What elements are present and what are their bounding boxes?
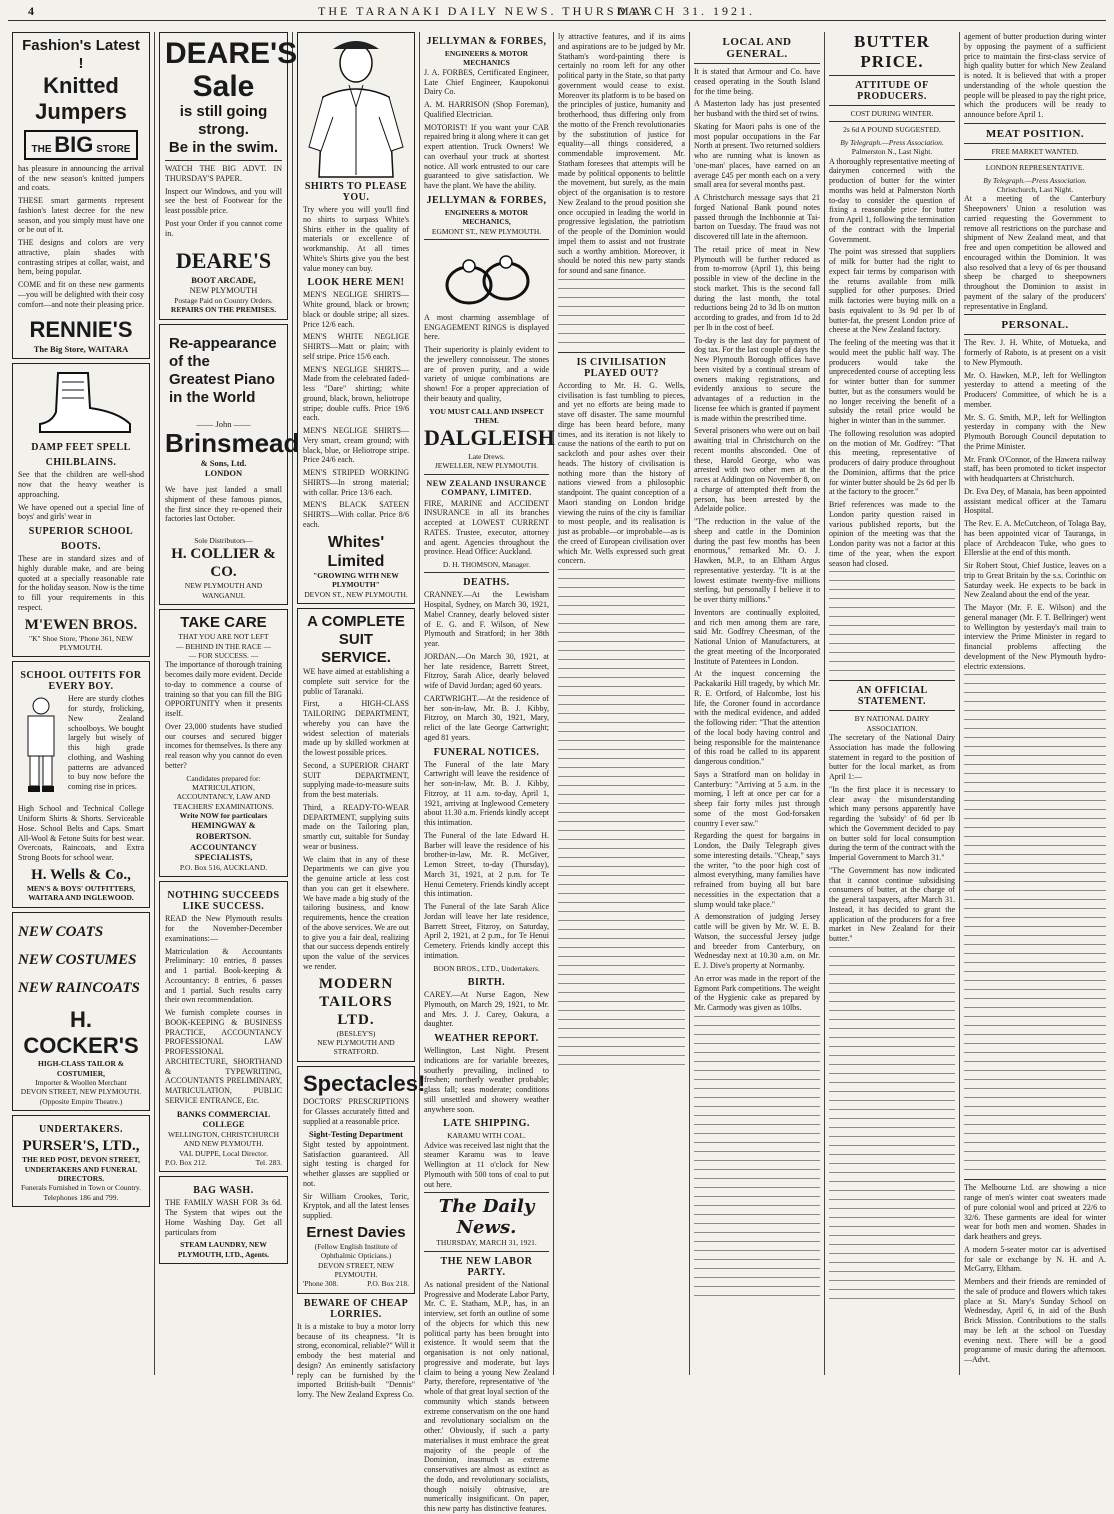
local-general-heading: LOCAL AND GENERAL. — [722, 36, 792, 60]
deare-watch: WATCH THE BIG ADVT. IN THURSDAY'S PAPER. — [165, 164, 282, 183]
whites-item: MEN'S NEGLIGE SHIRTS—White ground, black or brown; black or double stripe; all sizes. Price 12/6 each. — [303, 290, 409, 329]
dalgleish-text: A most charming assemblage of ENGAGEMENT RINGS is displayed here. — [424, 312, 549, 342]
hemingway-text: Over 23,000 students have studied our courses and secured bigger incomes for themselves. Is there any real reason why you cannot do even better? — [165, 721, 282, 770]
dalgleish-name: DALGLEISH — [424, 425, 555, 451]
bagwash-text: THE FAMILY WASH FOR 3s 6d. The System that wipes out the Home Washing Day. Get all particulars from — [165, 1198, 282, 1237]
new-costumes: NEW COSTUMES — [18, 951, 137, 968]
mewen-sub: "K" Shoe Store, 'Phone 361, NEW PLYMOUTH. — [29, 633, 133, 652]
whites-item: MEN'S STRIPED WORKING SHIRTS—In strong material; with collar. Price 13/6 each. — [303, 468, 409, 497]
wells-list: High School and Technical College Uniform Shirts & Shorts. Serviceable Hose. School Belts and Caps. Smart All-Wool & Fetone Suits for best wear. Overcoats, Raincoats, and Extra Strong Boots for school wear. — [18, 804, 144, 863]
leader-text: ly attractive features, and if its aims and aspirations are to be judged by Mr. Statham's word-painting there is certainly no room left for any other political party in the State, so that party government would cease to exist. Moreover its platform is to be based on the principles of justice, humanity and brotherhood, thus differing only from the motto of the French revolutionaries by the substitution of justice for equality—all things considered, a commendable improvement. Mr. Statham foresees that attempts will be made by political opponents to belittle the movement, but surely, as the main object of the organisation is to restore New Zealand to the proud position she once occupied in leading the world in progressive legislation, the patriotism of the people of the Dominion would impel them to assist and not frustrate such a worthy ambition. Moreover, it should be noted this new party stands for sound and sane finance. — [558, 32, 685, 275]
sight-testing-heading: Sight-Testing Department — [309, 1129, 403, 1140]
deare-arcade: DEARE'S — [175, 248, 272, 274]
suit-text: Third, a READY-TO-WEAR DEPARTMENT, supplying suits made on the Tailoring plan, smartly cut, suitable for Sunday wear or business. — [303, 802, 409, 851]
big-store-text: THE designs and colors are very attractive, plain shades with contrasting stripes at collar, waist, and hem, being popular. — [18, 238, 144, 277]
personal-paragraph: The Rev. E. A. McCutcheon, of Tolaga Bay, has been appointed vicar of Taurangа, in place of Archdeacon Tuke, who goes to Ellerslie at the end of this month. — [964, 519, 1106, 558]
meat-byline: By Telegraph.—Press Association. — [983, 175, 1087, 185]
spectacles-sub: DOCTORS' PRESCRIPTIONS for Glasses accurately fitted and supplied at a reasonable price. — [303, 1097, 409, 1126]
deare-city: NEW PLYMOUTH — [189, 285, 258, 296]
mewen-text: We have opened out a special line of boys' and girls' wear in — [18, 502, 144, 522]
column-2 — [159, 32, 300, 1375]
banks-po: P.O. Box 212. — [165, 1157, 207, 1167]
ernest-davies-name: Ernest Davies — [306, 1223, 406, 1241]
dalgleish-text: Their superiority is plainly evident to the jewellery connoisseur. The stones are of proven purity, and a wide variety of unique combinations are shown! For a proper appreciation of their beauty and quality, — [424, 345, 549, 403]
undertakers-heading: UNDERTAKERS. — [38, 1124, 124, 1136]
deare-arcade-sub: BOOT ARCADE, — [191, 274, 256, 285]
mewen-advert — [12, 363, 150, 657]
complete-suit-heading: A COMPLETE SUIT SERVICE. — [307, 613, 405, 666]
modern-tailors-city: NEW PLYMOUTH AND STRATFORD. — [317, 1037, 395, 1057]
local-paragraph: Several prisoners who were out on bail awaiting trial in Christchurch on the recent months absconded. One of these, Harold George, who was arrested with two other men at the races at Addington on November 8, on a charge of attempted theft from the person, has been arrested by the Adelaide police. — [694, 426, 820, 514]
hemingway-box: P.O. Box 516, AUCKLAND. — [179, 862, 268, 872]
column-3 — [297, 32, 426, 1400]
ernest-davies-phone: 'Phone 308. — [303, 1279, 339, 1289]
john-label: —— John —— — [196, 418, 251, 429]
official-paragraph: "The Government has now indicated that it cannot continue subsidising consumers of butter, at the charge of the general taxpayers, after March 31. Instead, it has decided to grant the application of the producers for a free market in New Zealand for their butter." — [829, 865, 955, 943]
column-rule — [292, 32, 293, 1375]
personal-paragraph: Members and their friends are reminded of the sale of produce and flowers which takes place at St. Mary's Sunday School on Wednesday, April 6, in aid of the Bush Brick Mission. Contributions to the stalls may be left at the school on Tuesday evening next. There will be a good programme of music during the afternoon.—Advt. — [964, 1277, 1106, 1364]
paper-title: THE TARANAKI DAILY NEWS. THURSDAY. — [318, 4, 655, 18]
local-paragraph: Says a Stratford man on holiday in Canterbury: "Arriving at 5 a.m. in the morning, I left at once per car for a sheep fair forty miles just through some of the most God-forsaken country I ever saw." — [694, 769, 820, 828]
jellyman-name: JELLYMAN & FORBES, — [426, 194, 547, 206]
jellyman-advert — [424, 36, 549, 236]
suit-text: WE have aimed at establishing a complete suit service for the public of Taranaki. — [303, 667, 409, 696]
whites-item: MEN'S WHITE NEGLIGE SHIRTS—Matt or plain; with self stripe. Price 15/6 each. — [303, 332, 409, 361]
hemingway-sub: — FOR SUCCESS. — — [188, 650, 259, 660]
big-store-text: COME and fit on these new garments—you will be delighted with their cosy comfort—and note their pleasing price. — [18, 280, 144, 309]
whites-addr: DEVON ST., NEW PLYMOUTH. — [304, 589, 408, 599]
collier-sole: Sole Distributors— — [194, 536, 253, 546]
collier-advert — [159, 324, 300, 606]
jellyman-text: A. M. HARRISON (Shop Foreman), Qualified Electrician. — [424, 100, 549, 119]
bagwash-name: STEAM LAUNDRY, NEW PLYMOUTH, LTD., Agents. — [177, 1240, 270, 1259]
page-number: 4 — [28, 4, 35, 18]
butter-sub: COST DURING WINTER. — [850, 109, 934, 118]
jellyman-heading: JELLYMAN & FORBES, — [426, 36, 547, 47]
big-store-badge — [18, 130, 144, 160]
whites-text: Try where you will you'll find no shirts to surpass White's Shirts either in the quality of materials or excellence of workmanship. At all times White's Shirts give you the best value money can buy. — [303, 205, 409, 273]
deare-repairs: REPAIRS ON THE PREMISES. — [170, 305, 277, 315]
banks-name: BANKS COMMERCIAL COLLEGE — [176, 1108, 271, 1130]
wells-advert — [12, 661, 150, 907]
local-paragraph: A demonstration of judging Jersey cattle will be given by Mr. W. E. B. Watson, the successful Jersey judge and breeder from Canterbury, on Wednesday next at 10.30 a.m. on Mr. E. J. Dive's property at Normanby. — [694, 912, 820, 970]
jumpers-heading: Jumpers — [35, 99, 127, 125]
lorries-heading: BEWARE OF CHEAP LORRIES. — [303, 1297, 409, 1320]
funeral-notice: The Funeral of the late Mary Cartwright will leave the residence of her son-in-law, Mr. B. J. Kibby, Fitzroy, at 11 a.m. to-day, April 1, 1921, arriving at Inglewood Cemetery about 11.30 a.m. Friends kindly accept this intimation. — [424, 759, 549, 828]
badge-the: THE — [31, 143, 52, 155]
knitted-heading: Knitted — [43, 73, 119, 98]
column-4 — [424, 32, 555, 1514]
local-paragraph: Inventors are continually exploited, and rich men among them are rare, said Mr. Godfrey Cheesman, of the National Union of Manufacturers, at the great meeting of the Incorporated Institute of Patentees in London. — [694, 607, 820, 666]
banks-local: VAL DUPPE, Local Director. — [179, 1148, 268, 1158]
spectacles-text: Sight tested by appointment. Satisfaction guaranteed. All sight testing is charged for whether glasses are supplied or not. — [303, 1139, 409, 1188]
cocker-sub: DEVON STREET, NEW PLYMOUTH. — [20, 1087, 142, 1097]
jellyman-text: J. A. FORBES, Certificated Engineer, Late Chief Engineer, Kaupokonui Dairy Co. — [424, 67, 549, 97]
purser-sub: Funerals Furnished in Town or Country. Telephones 186 and 799. — [20, 1183, 142, 1202]
butter-paragraph: Brief references was made to the London parity question raised in various published reports, but the opinion of the meeting was that the London parity was not a factor at this time of the year, when the export season had closed. — [829, 500, 955, 568]
birth-notice: CAREY.—At Nurse Eagon, New Plymouth, on March 29, 1921, to Mr. and Mrs. J. J. Carey, Oakura, a daughter. — [424, 990, 549, 1029]
deare-free: Postage Paid on Country Orders. — [174, 295, 273, 305]
local-paragraph: An error was made in the report of the Egmont Park competitions. The weight of the Hygienic cake as prepared by Mr. Carmody was given as 10lbs. — [694, 973, 820, 1012]
banks-tel: Tel. 283. — [255, 1157, 282, 1167]
deare-going: is still going strong. — [179, 103, 268, 138]
insurance-sign: D. H. THOMSON, Manager. — [442, 560, 531, 570]
mewen-text: These are in standard sizes and of highly durable make, and are being quoted at a specially reasonable rate for the holiday season. Now is the time to fill your requirements in this respect. — [18, 554, 144, 612]
rings-illustration — [424, 243, 549, 313]
butter-sub: 2s 6d A POUND SUGGESTED. — [843, 125, 941, 135]
banks-text: We furnish complete courses in BOOK-KEEPING & BUSINESS PRACTICE, ACCOUNTANCY PROFESSIONAL LAW PROFESSIONAL ARCHITECTURE, SHORTHAND & TYPEWRITING, ACCOUNTANTS PRELIMINARY, MATRICULATION, PUBLIC SERVICE ENTRANCE, Etc. — [165, 1008, 282, 1105]
badge-store: STORE — [96, 143, 131, 155]
damp-feet-heading: DAMP FEET SPELL — [31, 442, 131, 454]
local-paragraph: The retail price of meat in New Plymouth will be further reduced as from to-morrow (April 1), this being possible in view of the decline in the stock market. This is the second fall during the last month, the total reductions being 2d to 3d lb on mutton according to grades, and from 1d to 2d per lb in the cost of beef. — [694, 244, 820, 332]
badge-big: BIG — [54, 131, 94, 157]
local-paragraph: At the inquest concerning the Packakariki Hill tragedy, by which Mr. R. E. Ortford, of Halcombe, lost his life, the Coroner found in accordance with the medical evidence, and added the following rider: "That the attention of the local body having control and being responsible for the maintenance of this road be called to its apparent dangerous condition." — [694, 669, 820, 766]
jellyman-sub: ENGINEERS & MOTOR MECHANICS — [444, 49, 529, 68]
brinsmead-name: Brinsmead — [165, 428, 300, 459]
whites-advert — [297, 32, 415, 604]
in-world-heading: in the World — [169, 388, 256, 406]
official-statement-heading: AN OFFICIAL STATEMENT. — [856, 685, 928, 708]
civilisation-heading: IS CIVILISATION PLAYED OUT? — [576, 356, 667, 379]
butter-paragraph: The following resolution was adopted on the motion of Mr. Godfrey: "That this meeting, representative of producers of dairy produce throughout the Dominion, affirms that the price for winter butter should be 2s 6d per lb at the factory to the grocer." — [829, 428, 955, 497]
banks-advert — [159, 881, 288, 1172]
mewen-text: See that the children are well-shod now that the heavy weather is approaching. — [18, 470, 144, 499]
shipping-sub: KARAMU WITH COAL. — [447, 1131, 526, 1141]
whites-name: Whites' Limited — [327, 533, 385, 570]
jellyman-sub: ENGINEERS & MOTOR MECHANICS, — [444, 207, 529, 227]
column-8 — [964, 32, 1106, 1375]
purser-name: PURSER'S, LTD., — [22, 1138, 140, 1155]
local-paragraph: A Christchurch message says that 21 forged National Bank pound notes passed through the Inchbonnie at Tai-barton on Tuesday. The fraud was not discovered till late in the afternoon. — [694, 193, 820, 241]
deare-inspect: Inspect our Windows, and you will see the best of Footwear for the least possible price. — [165, 186, 282, 215]
meat-position-heading: MEAT POSITION. — [985, 127, 1085, 140]
of-the-heading: of the — [169, 352, 210, 370]
masthead — [8, 4, 1106, 21]
whites-item: MEN'S NEGLIGE SHIRTS—Very smart, cream ground; with black, blue, or Heliotrope stripe. Price 24/6 each. — [303, 426, 409, 465]
official-paragraph: The secretary of the National Dairy Association has made the following statement in regard to the position of butter for the local market, as from April 1:— — [829, 733, 955, 781]
shipping-heading: LATE SHIPPING. — [443, 1118, 530, 1130]
hemingway-name: HEMINGWAY & ROBERTSON. — [191, 820, 256, 842]
column-rule — [419, 32, 420, 1375]
death-notice: CARTWRIGHT.—At the residence of her son-in-law, Mr. B. J. Kibby, Fitzroy, on March 30, 1921, Mary, relict of the late George Cartwright; aged 81 years. — [424, 693, 549, 742]
cocker-sub: Importer & Woollen Merchant — [35, 1078, 127, 1088]
personal-heading: PERSONAL. — [1001, 319, 1069, 332]
shipping-text: Advice was received last night that the steamer Karamu was to leave Wellington at 11 o'clock for New Plymouth with 500 tons of coal to put out here. — [424, 1140, 549, 1189]
purser-sub: UNDERTAKERS AND FUNERAL DIRECTORS. — [24, 1164, 138, 1183]
butter-paragraph: The point was stressed that suppliers of milk for butter had the right to expect fair terms by comparison with the returns available from milk supplied for other purposes. Dried milk factories were buying milk on a basis equivalent to 3s 9d per lb of butter-fat, the present London price of cheese at the New Zealand factory. — [829, 247, 955, 335]
modern-tailors-name: MODERN TAILORS LTD. — [318, 975, 394, 1028]
rennies-name: RENNIE'S — [29, 317, 133, 343]
banks-list: Matriculation & Accountants Preliminary: 10 entries, 8 passes and 1 partial. Book-keeping & Accountancy: 8 entries, 6 passes and 1 partial. Such results carry their own recommendation. — [165, 946, 282, 1005]
local-paragraph: Regarding the quest for bargains in London, the Daily Telegraph gives some interesting details. "Cheap," says the writer, "to the poor high cost of almost everything, many families have refrained from buying all but bare necessities in the expectation that a slump would take place." — [694, 831, 820, 909]
official-paragraph: "In the first place it is necessary to clear away the misunderstanding which many persons apparently have regarding the 'subsidy' of 6d per lb which the Government decided to pay on butter sold for local consumption during the term of the contract with the Imperial Government to March 31." — [829, 784, 955, 862]
collier-city: NEW PLYMOUTH AND WANGANUI. — [184, 581, 263, 600]
personal-paragraph: A modern 5-seater motor car is advertised for sale or exchange by N. H. and A. McGarry, Eltham. — [964, 1244, 1106, 1274]
hemingway-sub: — BEHIND IN THE RACE — — [175, 641, 272, 651]
column-7 — [829, 32, 955, 1375]
modern-tailors-advert — [297, 608, 415, 1062]
column-rule — [959, 32, 960, 1375]
chilblains-heading: CHILBLAINS. — [45, 457, 117, 469]
cocker-name: H. COCKER'S — [23, 1006, 139, 1058]
funeral-heading: FUNERAL NOTICES. — [433, 746, 540, 758]
insurance-heading: NEW ZEALAND INSURANCE COMPANY, LIMITED. — [426, 478, 547, 497]
butter-dateline: Palmerston N., Last Night. — [851, 147, 933, 157]
school-outfits-heading: SCHOOL OUTFITS FOR EVERY BOY. — [20, 670, 142, 693]
school-boots-heading: SUPERIOR SCHOOL — [28, 526, 134, 538]
hemingway-sub: THAT YOU ARE NOT LEFT — [178, 632, 269, 642]
column-1 — [12, 32, 150, 1375]
deare-name: DEARE'S — [165, 37, 298, 70]
funeral-notice: The Funeral of the late Sarah Alice Jordan will leave her late residence, Barrett Street, Fitzroy, on Saturday, April 2, 1921, at 2 p.m., for Te Henui Cemetery. Friends kindly accept this intimation. — [424, 902, 549, 960]
deare-post: Post your Order if you cannot come in. — [165, 218, 282, 238]
column-rule — [689, 32, 690, 1375]
whites-item: MEN'S BLACK SATEEN SHIRTS—With collar. Price 8/6 each. — [303, 500, 409, 529]
personal-paragraph: Mr. S. G. Smith, M.P., left for Wellington yesterday in company with the New Plymouth Borough Council deputation to the Prime Minister. — [964, 412, 1106, 451]
insurance-text: FIRE, MARINE and ACCIDENT INSURANCE in all its branches accepted at LOWEST CURRENT RATES. Trustee, executor, attorney and agent. Agencies throughout the province. Head Office: Auckland. — [424, 498, 549, 557]
wells-name: H. Wells & Co., — [31, 866, 131, 883]
weather-heading: WEATHER REPORT. — [434, 1033, 539, 1045]
banks-text: READ the New Plymouth results for the November-December examinations:— — [165, 914, 282, 943]
hemingway-sub: ACCOUNTANCY SPECIALISTS, — [190, 841, 257, 863]
hemingway-text: The importance of thorough training becomes daily more evident. Decide to-day to commence a course of training so that you can fill the BIG OPPORTUNITY when it presents itself. — [165, 660, 282, 719]
deare-advert — [159, 32, 298, 320]
collier-text: We have just landed a small shipment of these famous pianos, the first since they re-opened their factories last October. — [165, 485, 282, 524]
hemingway-advert — [159, 609, 288, 877]
ernest-davies-box: P.O. Box 218. — [367, 1279, 409, 1289]
labor-heading: THE NEW LABOR PARTY. — [440, 1255, 533, 1278]
bagwash-advert — [159, 1176, 288, 1264]
fashion-heading: Fashion's Latest ! — [22, 37, 140, 72]
new-coats: NEW COATS — [18, 923, 104, 940]
purser-sub: THE RED POST, DEVON STREET, — [22, 1155, 140, 1165]
new-raincoats: NEW RAINCOATS — [18, 979, 140, 996]
lorries-text: It is a mistake to buy a motor lorry because of its cheapness. "It is strong, economical, reliable?" Will it embody the best material and design? An eminently satisfactory reply can be furnished by the imported British-built "Dennis" lorry. The New Zealand Express Co. — [297, 1321, 415, 1400]
insurance-advert — [424, 479, 549, 570]
personal-paragraph: Sir Robert Stout, Chief Justice, leaves on a trip to Great Britain by the s.s. Corinthic on Saturday week. He expects to be back in New Zealand about the end of the year. — [964, 561, 1106, 600]
schoolboy-illustration — [18, 694, 64, 804]
column-6 — [694, 32, 820, 1375]
deare-swim: Be in the swim. — [168, 139, 279, 156]
personal-paragraph: Dr. Eva Dey, of Manaia, has been appointed assistant medical officer at the Tamaru Hospital. — [964, 486, 1106, 516]
collier-name: H. COLLIER & CO. — [171, 546, 276, 581]
banks-sub: WELLINGTON, CHRISTCHURCH AND NEW PLYMOUTH. — [167, 1129, 280, 1149]
civilisation-text: According to Mr. H. G. Wells, civilisation is fast tumbling to pieces, and yet no efforts are being made to stave off disaster. The same mournful dirge has been heard before, many times, and its iteration is not likely to cause the nations of the earth to put on sackcloth and pour ashes over their heads. The history of civilisation is nothing more than the history of nations viewed from a philosophic standpoint. The quaint conception of a Maori standing on London bridge viewing the ruins of the city is familiar to most people, and its realisation is just as probable—or improbable—as is the creed of European civilisation over which Mr. Wells expressed such great concern. — [558, 380, 685, 566]
jellyman-addr: EGMONT ST., NEW PLYMOUTH. — [431, 226, 542, 236]
personal-paragraph: The Mayor (Mr. F. E. Wilson) and the general manager (Mr. F. T. Bellringer) went to Wellington by yesterday's mail train to interview the Prime Minister in regard to financial problems affecting the development of the New Plymouth hydro-electric extensions. — [964, 603, 1106, 671]
deaths-heading: DEATHS. — [463, 577, 510, 589]
paper-nameplate: The Daily News. — [438, 1196, 535, 1239]
brinsmead-sons: & Sons, Ltd. — [200, 457, 247, 468]
mewen-name: M'EWEN BROS. — [24, 616, 138, 633]
ernest-davies-addr: DEVON STREET, NEW PLYMOUTH. — [318, 1260, 394, 1280]
dalgleish-sub: Late Drews. — [468, 451, 505, 461]
funeral-notice: The Funeral of the late Edward H. Barber will leave the residence of his brother-in-law, Mr. R. McGiver, Lemon Street, to-day (Thursday), March 31, 1921, at 2 p.m. for Te Henui Cemetery. Friends kindly accept this intimation. — [424, 830, 549, 899]
take-care-heading: TAKE CARE — [180, 614, 267, 632]
butter-paragraph: A thoroughly representative meeting of dairymen concerned with the production of butter for the winter months was held at Palmerston North to-day to consider the question of fixing a reasonable price for butter from April 1, following the termination of the contract with the Imperial Government. — [829, 156, 955, 244]
jellyman-text: MOTORIST! If you want your CAR repaired bring it along where it can get expert attention. Truck Owners! We can overhaul your truck at shortest notice. All work entrusted to our care guaranteed to give satisfaction. We have the plant. We have the ability. — [424, 122, 549, 190]
column-rule — [154, 32, 155, 1375]
boots-heading: BOOTS. — [61, 541, 101, 553]
purser-advert — [12, 1115, 150, 1207]
personal-paragraph: Mr. Frank O'Connor, of the Hawera railway staff, has been promoted to ticket inspector with headquarters at Christchurch. — [964, 454, 1106, 483]
death-notice: CRANNEY.—At the Lewisham Hospital, Sydney, on March 30, 1921, Mabel Cranney, dearly beloved sister of E. G. and F. Wilson, of New Plymouth and Stratford; in her 38th year. — [424, 590, 549, 649]
ernest-davies-sub: (Fellow English Institute of Ophthalmic Opticians.) — [314, 1241, 398, 1261]
big-store-advert — [12, 32, 150, 359]
meat-sub: FREE MARKET WANTED. — [991, 146, 1079, 156]
cocker-sub: (Opposite Empire Theatre.) — [39, 1096, 123, 1106]
big-store-text: has pleasure in announcing the arrival of the new season's knitted jumpers and coats. — [18, 163, 144, 193]
brinsmead-london: LONDON — [204, 468, 243, 479]
dalgleish-call: YOU MUST CALL AND INSPECT THEM. — [429, 406, 544, 425]
wells-text: Here are sturdy clothes for sturdy, frolicking, New Zealand schoolboys. We bought largely but wisely of this high grade clothing, and Washing patterns are advanced to buy now before the coming rise in prices. — [68, 694, 144, 792]
butter-sub: ATTITUDE OF PRODUCERS. — [855, 80, 929, 102]
suit-text: We claim that in any of these Departments we can give you the genuine article at less cost than you can get it elsewhere. We have made a big study of the tailoring business, and know requirements, hence the creation of the above services. We are out to give you a fair deal, realizing that our success depends entirely upon the value of the services we render. — [303, 854, 409, 971]
weather-text: Wellington, Last Night. Present indications are for variable breezes, southerly prevailing, inclined to freshen; northerly weather probable; glass fall; seas moderate; conditions still unsettled and showery weather anywhere soon. — [424, 1046, 549, 1114]
suit-text: Second, a SUPERIOR CHART SUIT DEPARTMENT, supplying made-to-measure suits from the best materials. — [303, 760, 409, 799]
dalgleish-sub: JEWELLER, NEW PLYMOUTH. — [434, 461, 539, 471]
ernest-davies-advert — [297, 1066, 426, 1294]
meat-sub: LONDON REPRESENTATIVE. — [985, 163, 1085, 173]
dalgleish-advert — [424, 243, 555, 471]
hemingway-prep: Candidates prepared for: — [186, 773, 261, 783]
issue-date: MARCH 31. 1921. — [618, 4, 756, 18]
rennies-sub: The Big Store, WAITARA — [33, 343, 129, 354]
butter-continued: agement of butter production during winter by opposing the payment of a sufficient price to maintain the first-class service of high quality butter for which New Zealand is noted. It is believed that with a proper understanding of the whole question the people will be pleased to pay the right price, which the producers will be ready to announce before April 1. — [964, 32, 1106, 119]
greatest-piano-heading: Greatest Piano — [169, 370, 275, 388]
column-rule — [824, 32, 825, 1375]
local-paragraph: Skating for Maori pahs is one of the most popular occupations in the Far North at present. Two returned soldiers who are running what is known as 'one-man' places, have earned on an average £45 per month each on a very small area for several months past. — [694, 121, 820, 190]
hemingway-write: Write NOW for particulars — [179, 811, 268, 821]
local-paragraph: It is stated that Armour and Co. have ceased operating in the South Island for the time being. — [694, 67, 820, 96]
butter-price-heading: BUTTER PRICE. — [854, 32, 930, 71]
man-in-shirt-illustration — [303, 37, 409, 177]
official-statement-sub: BY NATIONAL DAIRY ASSOCIATION. — [854, 714, 930, 733]
whites-motto: "GROWING WITH NEW PLYMOUTH" — [313, 570, 399, 590]
birth-heading: BIRTH. — [467, 977, 506, 989]
deare-sale: Sale — [192, 70, 255, 103]
personal-paragraph: The Melbourne Ltd. are showing a nice range of men's winter coat sweaters made of pure colonial wool and priced at 22/6 to 32/6. These garments are ideal for winter wear for both men and women. Shades in dark heathers and greys. — [964, 1183, 1106, 1241]
spectacles-heading: Spectacles! — [303, 1070, 426, 1096]
personal-paragraph: Mr. O. Hawken, M.P., left for Wellington yesterday to attend a meeting of the Producers' Committee, of which he is a member. — [964, 370, 1106, 409]
wells-sub: MEN'S & BOYS' OUTFITTERS, — [26, 883, 136, 893]
local-paragraph: A Masterton lady has just presented her husband with the third set of twins. — [694, 99, 820, 118]
column-5 — [558, 32, 685, 1375]
death-notice: JORDAN.—On March 30, 1921, at her late residence, Barrett Street, Fitzroy, Sarah Alice, dearly beloved wife of David Jordan; aged 60 years. — [424, 651, 549, 691]
lorries-advert — [297, 1298, 415, 1400]
local-paragraph: "The reduction in the value of the sheep and cattle in the Dominion during the past few months has been enormous," remarked Mr. O. J. Hawken, M.P., to an Eltham Argus representative yesterday. "It is at the lowest estimate twenty-five millions sterling, but personally I believe it to be over thirty millions." — [694, 517, 820, 604]
cocker-advert — [12, 912, 150, 1112]
spectacles-text: Sir William Crookes, Toric, Kryptok, and all the latest lenses supplied. — [303, 1191, 409, 1221]
cocker-sub: HIGH-CLASS TAILOR & COSTUMIER, — [38, 1059, 124, 1078]
reappearance-heading: Re-appearance — [169, 334, 277, 352]
hemingway-exams: MATRICULATION, ACCOUNTANCY, LAW AND TEACHERS' EXAMINATIONS. — [173, 782, 274, 811]
butter-byline: By Telegraph.—Press Association. — [840, 137, 944, 147]
butter-paragraph: The feeling of the meeting was that it would meet the public half way. The producers would take the unprecedented course of accepting less for winter butter than for summer butter, but as the consumers would be no longer receiving the benefit of a subsidy the retail price would be higher in winter than in the summer. — [829, 338, 955, 425]
meat-text: At a meeting of the Canterbury Sheepowners' Union a resolution was carried requesting the Government to remove all restrictions on the purchase and shipment of New Zealand meat, and that free and open competition be allowed and encouraged within the Dominion. It was also resolved that a levy of 6s per thousand sheep be charged to sheepowners throughout the Dominion to assist in payment of the salary of the producers' representative in England. — [964, 194, 1106, 311]
nothing-succeeds-heading: NOTHING SUCCEEDS LIKE SUCCESS. — [167, 890, 280, 913]
shirts-heading: SHIRTS TO PLEASE YOU. — [304, 181, 408, 203]
column-rule — [553, 32, 554, 1375]
modern-tailors-sub: (BESLEY'S) — [336, 1028, 376, 1038]
personal-paragraph: The Rev. J. H. White, of Motueka, and formerly of Raboto, is at present on a visit to New Plymouth. — [964, 338, 1106, 367]
big-store-text: THESE smart garments represent fashion's latest decree for the new season, and you simply must have one or be out of it. — [18, 196, 144, 235]
meat-dateline: Christchurch, Last Night. — [996, 184, 1074, 194]
funeral-sign: BOON BROS., LTD., Undertakers. — [433, 963, 540, 973]
look-here-heading: LOOK HERE MEN! — [307, 277, 405, 289]
boot-illustration — [18, 368, 144, 438]
suit-text: First, a HIGH-CLASS TAILORING DEPARTMENT, whereby you can have the widest selection of materials made up by skilled workmen at the lowest possible prices. — [303, 699, 409, 757]
local-paragraph: To-day is the last day for payment of dog tax. For the last couple of days the New Plymouth Borough offices have been visited by a continual stream of owners making registrations, and evidently anxious to secure the advantages of a reduction in the license fee which is granted if payment is made within the prescribed time. — [694, 335, 820, 423]
wells-sub: WAITARA AND INGLEWOOD. — [28, 893, 134, 903]
paper-date: THURSDAY, MARCH 31, 1921. — [436, 1238, 537, 1248]
labor-text: As national president of the National Progressive and Moderate Labor Party, Mr. C. E. Statham, M.P., has, in an interview, set forth an outline of some of the objects for which this new political party has been brought into existence. It would seem that the organisation is not only national, progressive and moderate, but lays claim to being a young New Zealand Party, therefore, representative of 'the whole of that great loyal section of the community which stands between extreme conservatism on the one hand and revolutionary socialism on the other.' Obviously, if such a party materialises it must embrace the great majority of the people of the Dominion, inasmuch as extreme conservatives are almost as extinct as the dodo, and revolutionary socialists, though noisily obtrusive, are numerically insignificant. On paper, this new party has distinctive features. — [424, 1279, 549, 1514]
bagwash-heading: BAG WASH. — [193, 1185, 254, 1197]
whites-item: MEN'S NEGLIGE SHIRTS—Made from the celebrated faded-less "Dare" shirting; white ground, black, brown, heliotrope stripe; double cuffs. Price 19/6 each. — [303, 364, 409, 423]
